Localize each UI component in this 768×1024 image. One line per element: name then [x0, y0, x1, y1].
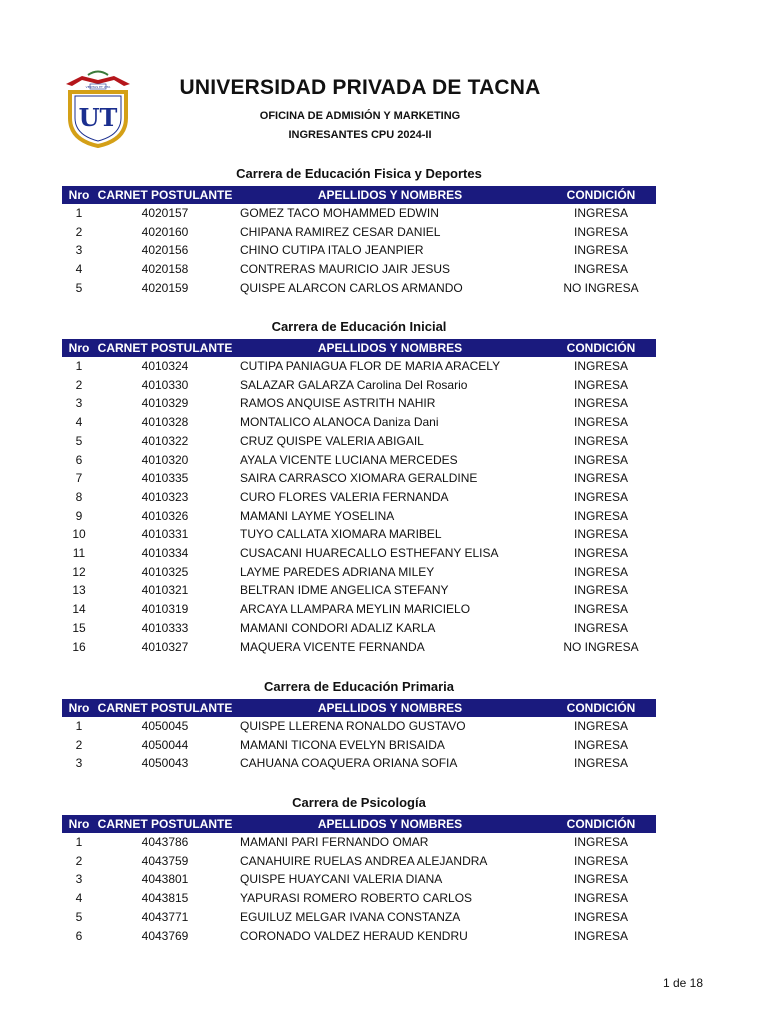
column-header-carnet: CARNET POSTULANTE — [97, 817, 233, 831]
cell-nro: 8 — [75, 489, 83, 504]
table-row — [62, 488, 656, 507]
cell-nro: 1 — [75, 359, 83, 373]
column-header-nro: Nro — [62, 339, 96, 357]
column-header-name: APELLIDOS Y NOMBRES — [234, 699, 546, 717]
cell-carnet: 4010333 — [141, 620, 189, 635]
cell-nro: 4 — [75, 262, 83, 277]
table-header-row — [62, 699, 656, 717]
cell-nro: 16 — [72, 639, 86, 654]
table-row — [62, 619, 656, 638]
cell-condition: NO INGRESA — [563, 639, 639, 654]
cell-nro: 2 — [75, 737, 83, 752]
cell-carnet: 4043771 — [141, 909, 189, 924]
cell-name: BELTRAN IDME ANGELICA STEFANY — [240, 583, 449, 598]
table-row — [62, 581, 656, 600]
column-header-name: APELLIDOS Y NOMBRES — [234, 186, 546, 204]
table-row — [62, 260, 656, 279]
career-section — [62, 794, 656, 945]
table-row — [62, 927, 656, 946]
cell-name: CURO FLORES VALERIA FERNANDA — [240, 489, 449, 504]
table-row — [62, 223, 656, 242]
cell-condition: INGRESA — [573, 891, 628, 906]
column-header-carnet: CARNET POSTULANTE — [97, 188, 233, 202]
cell-name: CANAHUIRE RUELAS ANDREA ALEJANDRA — [240, 853, 488, 868]
cell-name: MAMANI LAYME YOSELINA — [240, 508, 395, 523]
cell-carnet: 4010328 — [141, 415, 189, 430]
table-row — [62, 717, 656, 736]
cell-condition: INGRESA — [573, 452, 628, 467]
career-title: Carrera de Educación Inicial — [271, 319, 447, 334]
cell-nro: 3 — [75, 872, 83, 887]
table-row — [62, 204, 656, 223]
cell-name: GOMEZ TACO MOHAMMED EDWIN — [240, 206, 439, 220]
cell-name: LAYME PAREDES ADRIANA MILEY — [240, 564, 435, 579]
cell-condition: INGRESA — [573, 853, 628, 868]
cell-carnet: 4050043 — [141, 756, 189, 771]
cell-carnet: 4010330 — [141, 377, 189, 392]
cell-carnet: 4043815 — [141, 891, 189, 906]
cell-nro: 2 — [75, 224, 83, 239]
cell-carnet: 4050045 — [141, 719, 189, 733]
cell-carnet: 4020160 — [141, 224, 189, 239]
table-row — [62, 376, 656, 395]
cell-carnet: 4010324 — [141, 359, 189, 373]
cell-carnet: 4010327 — [141, 639, 189, 654]
table-row — [62, 833, 656, 852]
cell-condition: INGRESA — [573, 262, 628, 277]
cell-carnet: 4020159 — [141, 280, 189, 295]
cell-condition: INGRESA — [573, 508, 628, 523]
page-number: 1 de 18 — [662, 976, 703, 990]
cell-name: CONTRERAS MAURICIO JAIR JESUS — [240, 262, 451, 277]
cell-carnet: 4043769 — [141, 928, 189, 943]
table-row — [62, 870, 656, 889]
cell-condition: INGRESA — [573, 243, 628, 258]
cell-name: YAPURASI ROMERO ROBERTO CARLOS — [240, 891, 473, 906]
cell-nro: 3 — [75, 756, 83, 771]
table-row — [62, 469, 656, 488]
cell-name: MAMANI TICONA EVELYN BRISAIDA — [240, 737, 445, 752]
column-header-nro: Nro — [62, 699, 96, 717]
cell-name: QUISPE ALARCON CARLOS ARMANDO — [240, 280, 463, 295]
cell-condition: INGRESA — [573, 527, 628, 542]
cell-condition: INGRESA — [573, 872, 628, 887]
cell-name: AYALA VICENTE LUCIANA MERCEDES — [240, 452, 458, 467]
table-row — [62, 241, 656, 260]
table-row — [62, 357, 656, 376]
cell-name: MAMANI PARI FERNANDO OMAR — [240, 835, 429, 849]
career-title: Carrera de Educación Primaria — [263, 679, 455, 694]
cell-condition: INGRESA — [573, 719, 628, 733]
career-section — [62, 678, 656, 773]
cell-nro: 12 — [72, 564, 86, 579]
column-header-carnet: CARNET POSTULANTE — [97, 341, 233, 355]
table-row — [62, 544, 656, 563]
cell-nro: 4 — [75, 415, 83, 430]
cell-condition: INGRESA — [573, 546, 628, 561]
cell-name: CAHUANA COAQUERA ORIANA SOFIA — [240, 756, 458, 771]
table-row — [62, 451, 656, 470]
cell-name: CORONADO VALDEZ HERAUD KENDRU — [240, 928, 468, 943]
cell-condition: INGRESA — [573, 415, 628, 430]
cell-nro: 3 — [75, 243, 83, 258]
cell-name: CHINO CUTIPA ITALO JEANPIER — [240, 243, 424, 258]
cell-carnet: 4020156 — [141, 243, 189, 258]
cell-carnet: 4043801 — [141, 872, 189, 887]
cell-nro: 9 — [75, 508, 83, 523]
cell-condition: INGRESA — [573, 359, 628, 373]
cell-name: TUYO CALLATA XIOMARA MARIBEL — [240, 527, 442, 542]
svg-text:VERITAS ET VITA: VERITAS ET VITA — [85, 85, 111, 89]
cell-condition: INGRESA — [573, 737, 628, 752]
cell-condition: INGRESA — [573, 396, 628, 411]
column-header-carnet: CARNET POSTULANTE — [97, 701, 233, 715]
cell-name: MAMANI CONDORI ADALIZ KARLA — [240, 620, 436, 635]
cell-condition: INGRESA — [573, 835, 628, 849]
cell-carnet: 4043786 — [141, 835, 189, 849]
university-logo — [62, 68, 134, 148]
cell-name: CUSACANI HUARECALLO ESTHEFANY ELISA — [240, 546, 499, 561]
cell-nro: 7 — [75, 471, 83, 486]
cell-condition: INGRESA — [573, 928, 628, 943]
table-row — [62, 525, 656, 544]
column-header-condition: CONDICIÓN — [546, 699, 656, 717]
table-row — [62, 432, 656, 451]
career-title: Carrera de Psicología — [292, 795, 426, 810]
cell-carnet: 4043759 — [141, 853, 189, 868]
cell-nro: 6 — [75, 452, 83, 467]
table-row — [62, 638, 656, 657]
cell-carnet: 4010331 — [141, 527, 189, 542]
cell-nro: 2 — [75, 853, 83, 868]
cell-name: MAQUERA VICENTE FERNANDA — [240, 639, 425, 654]
cell-carnet: 4010325 — [141, 564, 189, 579]
cell-condition: INGRESA — [573, 602, 628, 617]
cell-name: QUISPE LLERENA RONALDO GUSTAVO — [240, 719, 466, 733]
table-row — [62, 413, 656, 432]
cell-condition: INGRESA — [573, 224, 628, 239]
cell-name: SALAZAR GALARZA Carolina Del Rosario — [240, 377, 468, 392]
column-header-condition: CONDICIÓN — [546, 339, 656, 357]
cell-nro: 14 — [72, 602, 86, 617]
table-row — [62, 394, 656, 413]
cell-condition: INGRESA — [573, 564, 628, 579]
cell-carnet: 4020157 — [141, 206, 189, 220]
cell-nro: 5 — [75, 909, 83, 924]
cell-condition: INGRESA — [573, 489, 628, 504]
cell-name: EGUILUZ MELGAR IVANA CONSTANZA — [240, 909, 461, 924]
cell-nro: 3 — [75, 396, 83, 411]
career-title: Carrera de Educación Fisica y Deportes — [236, 166, 482, 181]
cell-carnet: 4010334 — [141, 546, 189, 561]
cell-condition: INGRESA — [573, 433, 628, 448]
cell-carnet: 4010335 — [141, 471, 189, 486]
table-row — [62, 852, 656, 871]
column-header-name: APELLIDOS Y NOMBRES — [234, 815, 546, 833]
cell-nro: 11 — [72, 546, 86, 561]
cell-condition: INGRESA — [573, 471, 628, 486]
cell-name: MONTALICO ALANOCA Daniza Dani — [240, 415, 439, 430]
career-section — [62, 165, 656, 298]
cell-condition: INGRESA — [573, 620, 628, 635]
cell-name: CUTIPA PANIAGUA FLOR DE MARIA ARACELY — [240, 359, 501, 373]
cell-carnet: 4010323 — [141, 489, 189, 504]
table-row — [62, 736, 656, 755]
cell-condition: INGRESA — [573, 909, 628, 924]
column-header-nro: Nro — [62, 815, 96, 833]
table-row — [62, 563, 656, 582]
cell-carnet: 4020158 — [141, 262, 189, 277]
cell-carnet: 4010329 — [141, 396, 189, 411]
table-row — [62, 600, 656, 619]
cell-name: QUISPE HUAYCANI VALERIA DIANA — [240, 872, 443, 887]
admissions-table — [62, 699, 656, 773]
cell-nro: 5 — [75, 280, 83, 295]
cell-nro: 1 — [75, 206, 83, 220]
office-subtitle: OFICINA DE ADMISIÓN Y MARKETING — [259, 110, 461, 122]
cell-name: RAMOS ANQUISE ASTRITH NAHIR — [240, 396, 436, 411]
cell-nro: 2 — [75, 377, 83, 392]
admissions-table — [62, 186, 656, 298]
cell-carnet: 4050044 — [141, 737, 189, 752]
cell-name: ARCAYA LLAMPARA MEYLIN MARICIELO — [240, 602, 471, 617]
university-title: UNIVERSIDAD PRIVADA DE TACNA — [179, 76, 541, 99]
table-row — [62, 754, 656, 773]
career-section — [62, 318, 656, 656]
cell-carnet: 4010321 — [141, 583, 189, 598]
cell-name: CHIPANA RAMIREZ CESAR DANIEL — [240, 224, 441, 239]
table-header-row — [62, 339, 656, 357]
cell-nro: 1 — [75, 719, 83, 733]
cell-condition: INGRESA — [573, 377, 628, 392]
cell-nro: 5 — [75, 433, 83, 448]
cell-nro: 13 — [72, 583, 86, 598]
cell-carnet: 4010322 — [141, 433, 189, 448]
cell-condition: NO INGRESA — [563, 280, 639, 295]
cell-condition: INGRESA — [573, 206, 628, 220]
cell-nro: 10 — [72, 527, 86, 542]
cell-carnet: 4010326 — [141, 508, 189, 523]
cell-nro: 15 — [72, 620, 86, 635]
table-header-row — [62, 815, 656, 833]
admissions-table — [62, 815, 656, 945]
table-header-row — [62, 186, 656, 204]
admissions-table — [62, 339, 656, 656]
cell-nro: 4 — [75, 891, 83, 906]
table-row — [62, 279, 656, 298]
cell-name: CRUZ QUISPE VALERIA ABIGAIL — [240, 433, 424, 448]
cell-condition: INGRESA — [573, 756, 628, 771]
cell-carnet: 4010319 — [141, 602, 189, 617]
column-header-nro: Nro — [62, 186, 96, 204]
svg-text:UT: UT — [78, 103, 118, 132]
table-row — [62, 507, 656, 526]
table-row — [62, 908, 656, 927]
column-header-condition: CONDICIÓN — [546, 815, 656, 833]
column-header-condition: CONDICIÓN — [546, 186, 656, 204]
list-subtitle: INGRESANTES CPU 2024-II — [288, 129, 432, 141]
cell-nro: 1 — [75, 835, 83, 849]
cell-condition: INGRESA — [573, 583, 628, 598]
column-header-name: APELLIDOS Y NOMBRES — [234, 339, 546, 357]
cell-carnet: 4010320 — [141, 452, 189, 467]
cell-name: SAIRA CARRASCO XIOMARA GERALDINE — [240, 471, 478, 486]
table-row — [62, 889, 656, 908]
cell-nro: 6 — [75, 928, 83, 943]
